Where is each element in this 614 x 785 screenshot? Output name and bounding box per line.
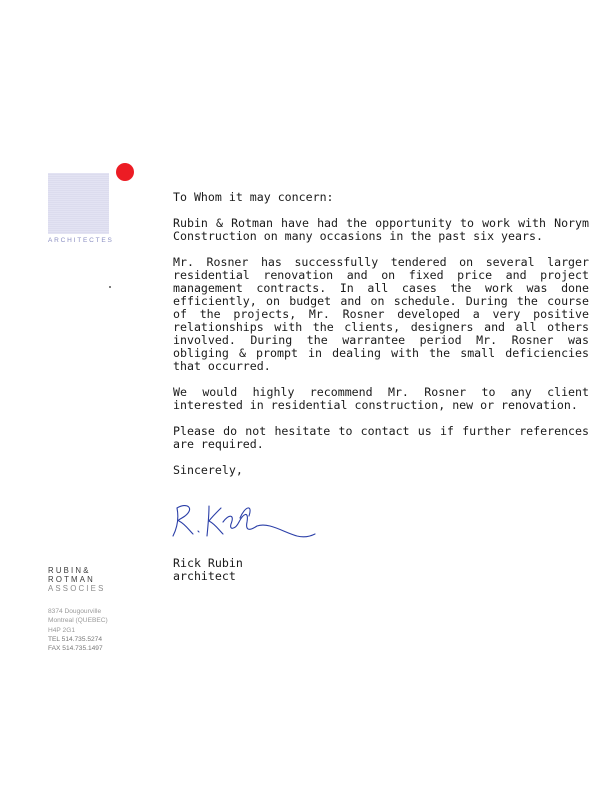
address-postal: H4P 2G1	[48, 626, 76, 634]
paragraph-3: We would highly recommend Mr. Rosner to any client interested in residential construction, new or renovation.	[173, 385, 589, 412]
logo-square	[48, 173, 109, 234]
signer-title: architect	[173, 569, 236, 583]
company-address	[48, 607, 108, 653]
company-line-1: RUBIN&	[48, 566, 91, 575]
stray-mark	[109, 286, 111, 288]
company-line-3: ASSOCIES	[48, 584, 106, 593]
company-line-2: ROTMAN	[48, 575, 95, 584]
signer-name: Rick Rubin	[173, 556, 243, 570]
fax: FAX 514.735.1497	[48, 645, 103, 653]
address-city: Montreal (QUEBEC)	[48, 617, 108, 625]
logo-caption: ARCHITECTES	[48, 237, 114, 244]
paragraph-4: Please do not hesitate to contact us if further references are required.	[173, 424, 589, 451]
letter-body	[173, 191, 589, 477]
logo-red-dot	[116, 163, 134, 181]
signer-block	[173, 557, 243, 583]
paragraph-1: Rubin & Rotman have had the opportunity to work with Norym Construction on many occasions in the past six years.	[173, 216, 589, 243]
paragraph-2: Mr. Rosner has successfully tendered on several larger residential renovation and on fixed price and project management contracts. In all cases the work was done efficiently, on budget and on schedule. During the course of the projects, Mr. Rosner developed a very positive relationships with the clients, designers and all others involved. During the warrantee period Mr. Rosner was obliging & prompt in dealing with the small deficiencies that occurred.	[173, 255, 589, 373]
salutation: To Whom it may concern:	[173, 190, 334, 204]
closing: Sincerely,	[173, 463, 243, 477]
handwritten-signature	[165, 496, 325, 556]
telephone: TEL 514.735.5274	[48, 635, 103, 643]
address-street: 8374 Dougourville	[48, 608, 102, 615]
company-name	[48, 566, 105, 593]
